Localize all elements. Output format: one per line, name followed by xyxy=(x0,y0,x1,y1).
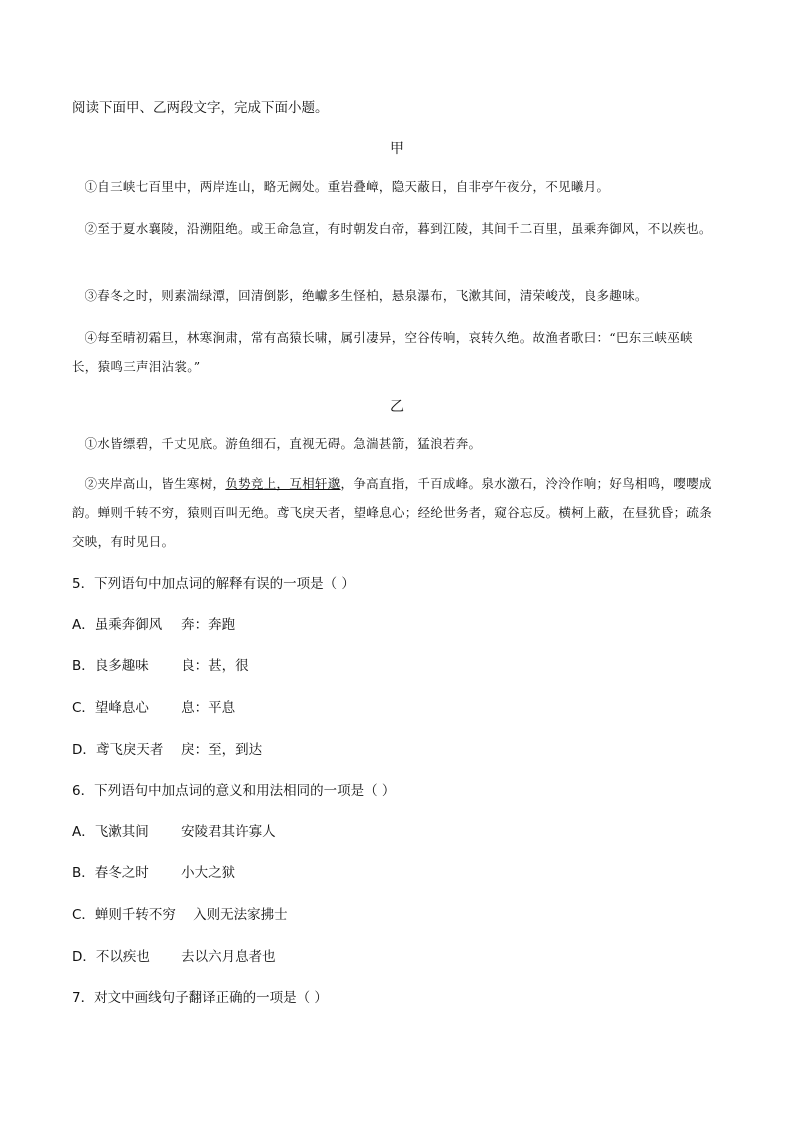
passage-jia-heading: 甲 xyxy=(390,141,404,157)
passage-jia-paragraph-3: ③春冬之时，则素湍绿潭，回清倒影，绝巘多生怪柏，悬泉瀑布，飞漱其间，清荣峻茂，良多趣味。 xyxy=(84,288,648,303)
option-text: A．飞漱其间 xyxy=(72,824,149,840)
question-5-option-c xyxy=(72,696,235,716)
passage-yi-p2-before: ②夹岸高山，皆生寒树， xyxy=(84,476,226,491)
option-text: D．不以疾也 xyxy=(72,949,150,965)
question-6-option-c xyxy=(72,903,288,923)
underlined-sentence: 负势竞上，互相轩邈 xyxy=(225,476,341,491)
option-comparison: 小大之狱 xyxy=(181,865,236,881)
option-explanation: 奔：奔跑 xyxy=(181,617,236,633)
option-text: C．蝉则千转不穷 xyxy=(72,907,176,923)
option-explanation: 良：甚，很 xyxy=(181,658,249,674)
option-comparison: 安陵君其许寡人 xyxy=(181,824,276,840)
passage-jia-paragraph-2: ②至于夏水襄陵，沿溯阻绝。或王命急宣，有时朝发白帝，暮到江陵，其间千二百里，虽乘奔御风，不以疾也。 xyxy=(84,221,712,236)
option-text: B．良多趣味 xyxy=(72,658,149,674)
question-5-option-d xyxy=(72,738,262,758)
passage-jia-paragraph-4: ④每至晴初霜旦，林寒涧肃，常有高猿长啸，属引凄异，空谷传响，哀转久绝。故渔者歌曰：“巴东三峡巫峡长，猿鸣三声泪沾裳。” xyxy=(72,330,693,374)
question-6-option-d xyxy=(72,945,276,965)
question-5-option-b xyxy=(72,654,249,674)
option-explanation: 息：平息 xyxy=(181,700,236,716)
question-5-stem: 5．下列语句中加点词的解释有误的一项是（ ） xyxy=(72,576,355,592)
passage-jia-paragraph-1: ①自三峡七百里中，两岸连山，略无阙处。重岩叠嶂，隐天蔽日，自非亭午夜分，不见曦月。 xyxy=(84,179,610,194)
question-7-stem: 7．对文中画线句子翻译正确的一项是（ ） xyxy=(72,990,328,1006)
option-explanation: 戾：至，到达 xyxy=(181,742,263,758)
option-comparison: 去以六月息者也 xyxy=(181,949,276,965)
option-text: C．望峰息心 xyxy=(72,700,149,716)
passage-yi-heading: 乙 xyxy=(390,399,404,415)
question-6-stem: 6．下列语句中加点词的意义和用法相同的一项是（ ） xyxy=(72,783,396,799)
question-6-option-a xyxy=(72,820,276,840)
passage-yi-paragraph-2 xyxy=(72,469,718,556)
question-5-option-a xyxy=(72,613,235,633)
question-6-option-b xyxy=(72,861,235,881)
passage-yi-p2-after: ，争高直指，千百成峰。泉水激石，泠泠作响；好鸟相鸣，嘤嘤成韵。蝉则千转不穷，猿则百叫无绝。鸢飞戾天者，望峰息心；经纶世务者，窥谷忘反。横柯上蔽，在昼犹昏；疏条交映，有时见日。 xyxy=(72,476,713,549)
intro-instruction: 阅读下面甲、乙两段文字，完成下面小题。 xyxy=(72,100,329,116)
option-text: A．虽乘奔御风 xyxy=(72,617,163,633)
option-comparison: 入则无法家拂士 xyxy=(193,907,288,923)
passage-yi-paragraph-1: ①水皆缥碧，千丈见底。游鱼细石，直视无碍。急湍甚箭，猛浪若奔。 xyxy=(84,436,482,451)
option-text: D．鸢飞戾天者 xyxy=(72,742,164,758)
option-text: B．春冬之时 xyxy=(72,865,149,881)
